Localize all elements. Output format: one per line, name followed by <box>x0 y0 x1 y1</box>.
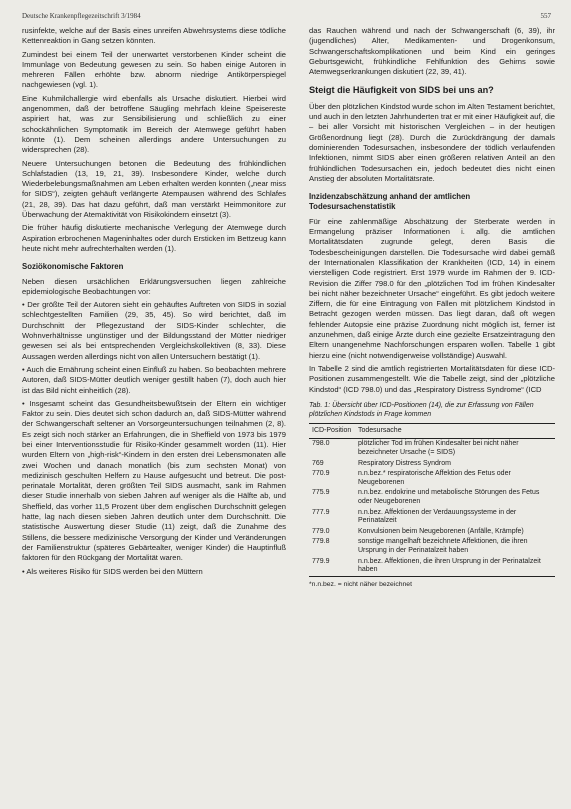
paragraph: Eine Kuhmilchallergie wird ebenfalls als Ursache diskutiert. Hierbei wird angenommen, daß der betroffene Säugling mehrfach kleine Speisereste aspiriert hat, was zur Sensibilisierung und schließlich zu einer schockähnlichen Symptomatik im Bereich der Atemwege geführt haben könnte (1). Dem scheinen allerdings andere Untersuchungen zu widersprechen (28). <box>22 93 286 155</box>
right-column-text <box>309 26 555 395</box>
section-heading: Inzidenzabschätzung anhand der amtlichen Todesursachenstatistik <box>309 192 471 212</box>
right-column <box>309 26 555 590</box>
icd-description: Respiratory Distress Syndrom <box>358 459 451 467</box>
table-header-desc: Todesursache <box>355 423 555 439</box>
table-row <box>309 508 555 527</box>
table-row <box>309 527 555 538</box>
icd-code: 777.9 <box>312 508 330 516</box>
paragraph: Über den plötzlichen Kindstod wurde schon im Alten Testament berichtet, und auch in den letzten Jahrhunderten trat er mit einer Häufigkeit auf, die – bei aller Vorsicht mit historischen Vergleichen – in der heutigen Größenordnung liegt (28). Durch die Zurückdrängung der damals dominierenden Todesursachen, insbesondere der tödlich verlaufenden Infektionen, nimmt SIDS aber einen größeren relativen Anteil an den frühkindlichen Todesursachen ein, jedoch bedeutet dies nicht einen Anstieg der absoluten Mortalitätsrate. <box>309 101 555 183</box>
icd-code: 779.9 <box>312 557 330 565</box>
icd-code: 779.0 <box>312 527 330 535</box>
icd-description: sonstige mangelhaft bezeichnete Affektionen, die ihren Ursprung in der Perinatalzeit haben <box>358 538 528 554</box>
paragraph: Die früher häufig diskutierte mechanische Verlegung der Atemwege durch Aspiration erbrochenen Mageninhaltes oder durch Ersticken im Bettzeug kann heute nicht mehr aufrechterhalten werden (1). <box>22 223 286 253</box>
table-row <box>309 488 555 507</box>
main-heading: Steigt die Häufigkeit von SIDS bei uns an? <box>309 85 494 96</box>
bullet-paragraph: • Auch die Ernährung scheint einen Einfluß zu haben. So beobachten mehrere Autoren, daß SIDS-Mütter deutlich weniger gestillt haben (7), doch auch hier ist das Bild nicht einheitlich (28). <box>22 365 286 396</box>
table-row <box>309 557 555 577</box>
icd-table <box>309 423 555 577</box>
icd-description: n.n.bez. Affektionen der Verdauungssysteme in der Perinatalzeit <box>358 508 517 525</box>
paragraph: Zumindest bei einem Teil der unerwartet verstorbenen Kinder scheint die Immunlage von Bedeutung gewesen zu sein. So haben einige Autoren in mehreren Fällen erhöhte bzw. abnorm niedrige Antikörperspiegel nachgewiesen (vgl. 1). <box>22 49 286 90</box>
paragraph: In Tabelle 2 sind die amtlich registrierten Mortalitätsdaten für diese ICD-Positionen zusammengestellt. Wie die Tabelle zeigt, sind der „plötzliche Kindstod“ (ICD 798.0) und das „Respiratory Distress Syndrome“ (ICD <box>309 363 555 394</box>
paragraph: das Rauchen während und nach der Schwangerschaft (6, 39), ihr (jugendliches) Alter, Medikamenten- und Drogenkonsum, Schwangerschaftskomplikationen und beim Kind ein geringes Geburtsgewicht, frühkindliche Fehlfunktion des Gehirns sowie Atemwegserkrankungen diskutiert (22, 39, 41). <box>309 26 555 77</box>
paragraph: Für eine zahlenmäßige Abschätzung der Sterberate werden in Ermangelung präziser Informationen i. allg. die amtlichen Mortalitätsdaten zugrunde gelegt, deren Basis die Todesbescheinigungen darstellen. Die Todesursache wird dabei gemäß der Internationalen Klassifikation der Krankheiten (ICD, 14) in einem vierstelligen Code registriert. Erst 1979 wurde im Rahmen der 9. ICD-Revision die Ziffer 798.0 für den „plötzlichen Tod im frühen Kindesalter bei nicht näher bezeichneter Ursache“ eingeführt. Es gibt jedoch weitere Ziffern, die für eine Eintragung von Fällen mit plötzlichem Kindstod in Betracht gezogen werden müssen. Das liegt daran, daß oft wegen fehlender Autopsie eine präzise Zuordnung nicht möglich ist, ferner ist anzunehmen, daß einige Ärzte durch eine gezielte Ersatzeintragung den Eltern unangenehme Nachforschungen ersparen wollen. Tabelle 1 gibt hierzu eine (nicht notwendigerweise vollständige) Auswahl. <box>309 216 555 360</box>
bullet-paragraph: • Der größte Teil der Autoren sieht ein gehäuftes Auftreten von SIDS in sozial schlechtgestellten Familien (29, 35, 45). So wird berichtet, daß im Durchschnitt der Pflegezustand der SIDS-Kinder schlechter, die Wohnverhältnisse ungünstiger und der Bildungsstand der Mütter niedriger gewesen sei als bei entsprechenden Vergleichskollektiven (8, 33). Diese Aussagen werden allerdings nicht von allen Untersuchern bestätigt (1). <box>22 300 286 362</box>
section-heading: Soziökonomische Faktoren <box>22 262 124 272</box>
running-header: Deutsche Krankenpflegezeitschrift 3/1984 <box>22 12 141 20</box>
table-row <box>309 439 555 459</box>
paragraph: Neuere Untersuchungen betonen die Bedeutung des frühkindlichen Schlafstadien (13, 19, 21, 39). Insbesondere Kinder, welche durch Wiederbelebungsmaßnahmen am Leben erhalten werden konnten („near miss for SIDS“), zeigten gehäuft verlängerte Atempausen während des Schlafes (21, 28, 39). Das hat dazu geführt, daß man verstärkt Heimmonitore zur Überwachung der Atemaktivität von Risikokindern einsetzt (3). <box>22 158 286 220</box>
bullet-paragraph: • Insgesamt scheint das Gesundheitsbewußtsein der Eltern ein wichtiger Faktor zu sein. Dies deutet sich schon dadurch an, daß SIDS-Mütter während der Schwangerschaft seltener an Vorsorgeuntersuchungen teilnahmen (2, 8). Es zeigt sich noch stärker an Erfahrungen, die in Sheffield von 1973 bis 1979 bei einer Interventionsstudie für Risiko-Kinder gesammelt worden (11). Hier wurden Eltern von „high-risk“-Kindern in den ersten drei Lebensmonaten alle zwei Wochen und danach monatlich (bis zum sechsten Monat) von medizinisch geschulten Helfern zu Hause aufgesucht und betreut. Die post-perinatale Mortalität, deren größten Teil SIDS ausmacht, sank im Rahmen dieser Studie innerhalb von sieben Jahren auf weniger als die Hälfte ab, und Sheffield, das vorher 11,5 Prozent über dem englischen Durchschnitt gelegen hatte, lag nach diesen sieben Jahren deutlich unter dem Durchschnitt. Die statistische Auswertung dieser Studie (11) zeigt, daß die Zunahme des Stillens, die bessere medizinische Versorgung der Kinder und Veränderungen der Familienstruktur (späteres Gebärtealter, weniger Kinder) die Hauptinfluß faktoren für den Rückgang der Mortalität waren. <box>22 399 286 564</box>
icd-code: 779.8 <box>312 538 330 546</box>
bullet-paragraph: • Als weiteres Risiko für SIDS werden bei den Müttern <box>22 567 286 577</box>
icd-code: 775.9 <box>312 489 330 497</box>
icd-code: 798.0 <box>312 440 330 448</box>
paragraph: rusinfekte, welche auf der Basis eines unreifen Abwehrsystems diese tödliche Kettenreaktion in Gang setzen könnten. <box>22 26 286 46</box>
table-footnote: *n.n.bez. = nicht näher bezeichnet <box>309 580 412 588</box>
table-caption: Tab. 1: Übersicht über ICD-Positionen (14), die zur Erfassung von Fällen plötzlichen Kindstods in Frage kommen <box>309 401 534 418</box>
icd-description: n.n.bez. endokrine und metabolische Störungen des Fetus oder Neugeborenen <box>358 489 540 505</box>
left-column <box>22 26 286 580</box>
table-header-code: ICD-Position <box>309 423 355 439</box>
table-row <box>309 459 555 470</box>
page-number: 557 <box>540 12 551 20</box>
icd-description: n.n.bez.* respiratorische Affektion des Fetus oder Neugeborenen <box>358 470 511 486</box>
icd-description: plötzlicher Tod im frühen Kindesalter bei nicht näher bezeichneter Ursache (= SIDS) <box>358 440 519 456</box>
table-row <box>309 469 555 488</box>
icd-code: 769 <box>312 459 324 467</box>
icd-description: Konvulsionen beim Neugeborenen (Anfälle, Krämpfe) <box>358 527 524 535</box>
table-row <box>309 537 555 556</box>
icd-code: 770.9 <box>312 470 330 478</box>
icd-description: n.n.bez. Affektionen, die ihren Ursprung in der Perinatalzeit haben <box>358 557 541 574</box>
paragraph: Neben diesen ursächlichen Erklärungsversuchen liegen zahlreiche epidemiologische Beobachtungen vor: <box>22 276 286 296</box>
